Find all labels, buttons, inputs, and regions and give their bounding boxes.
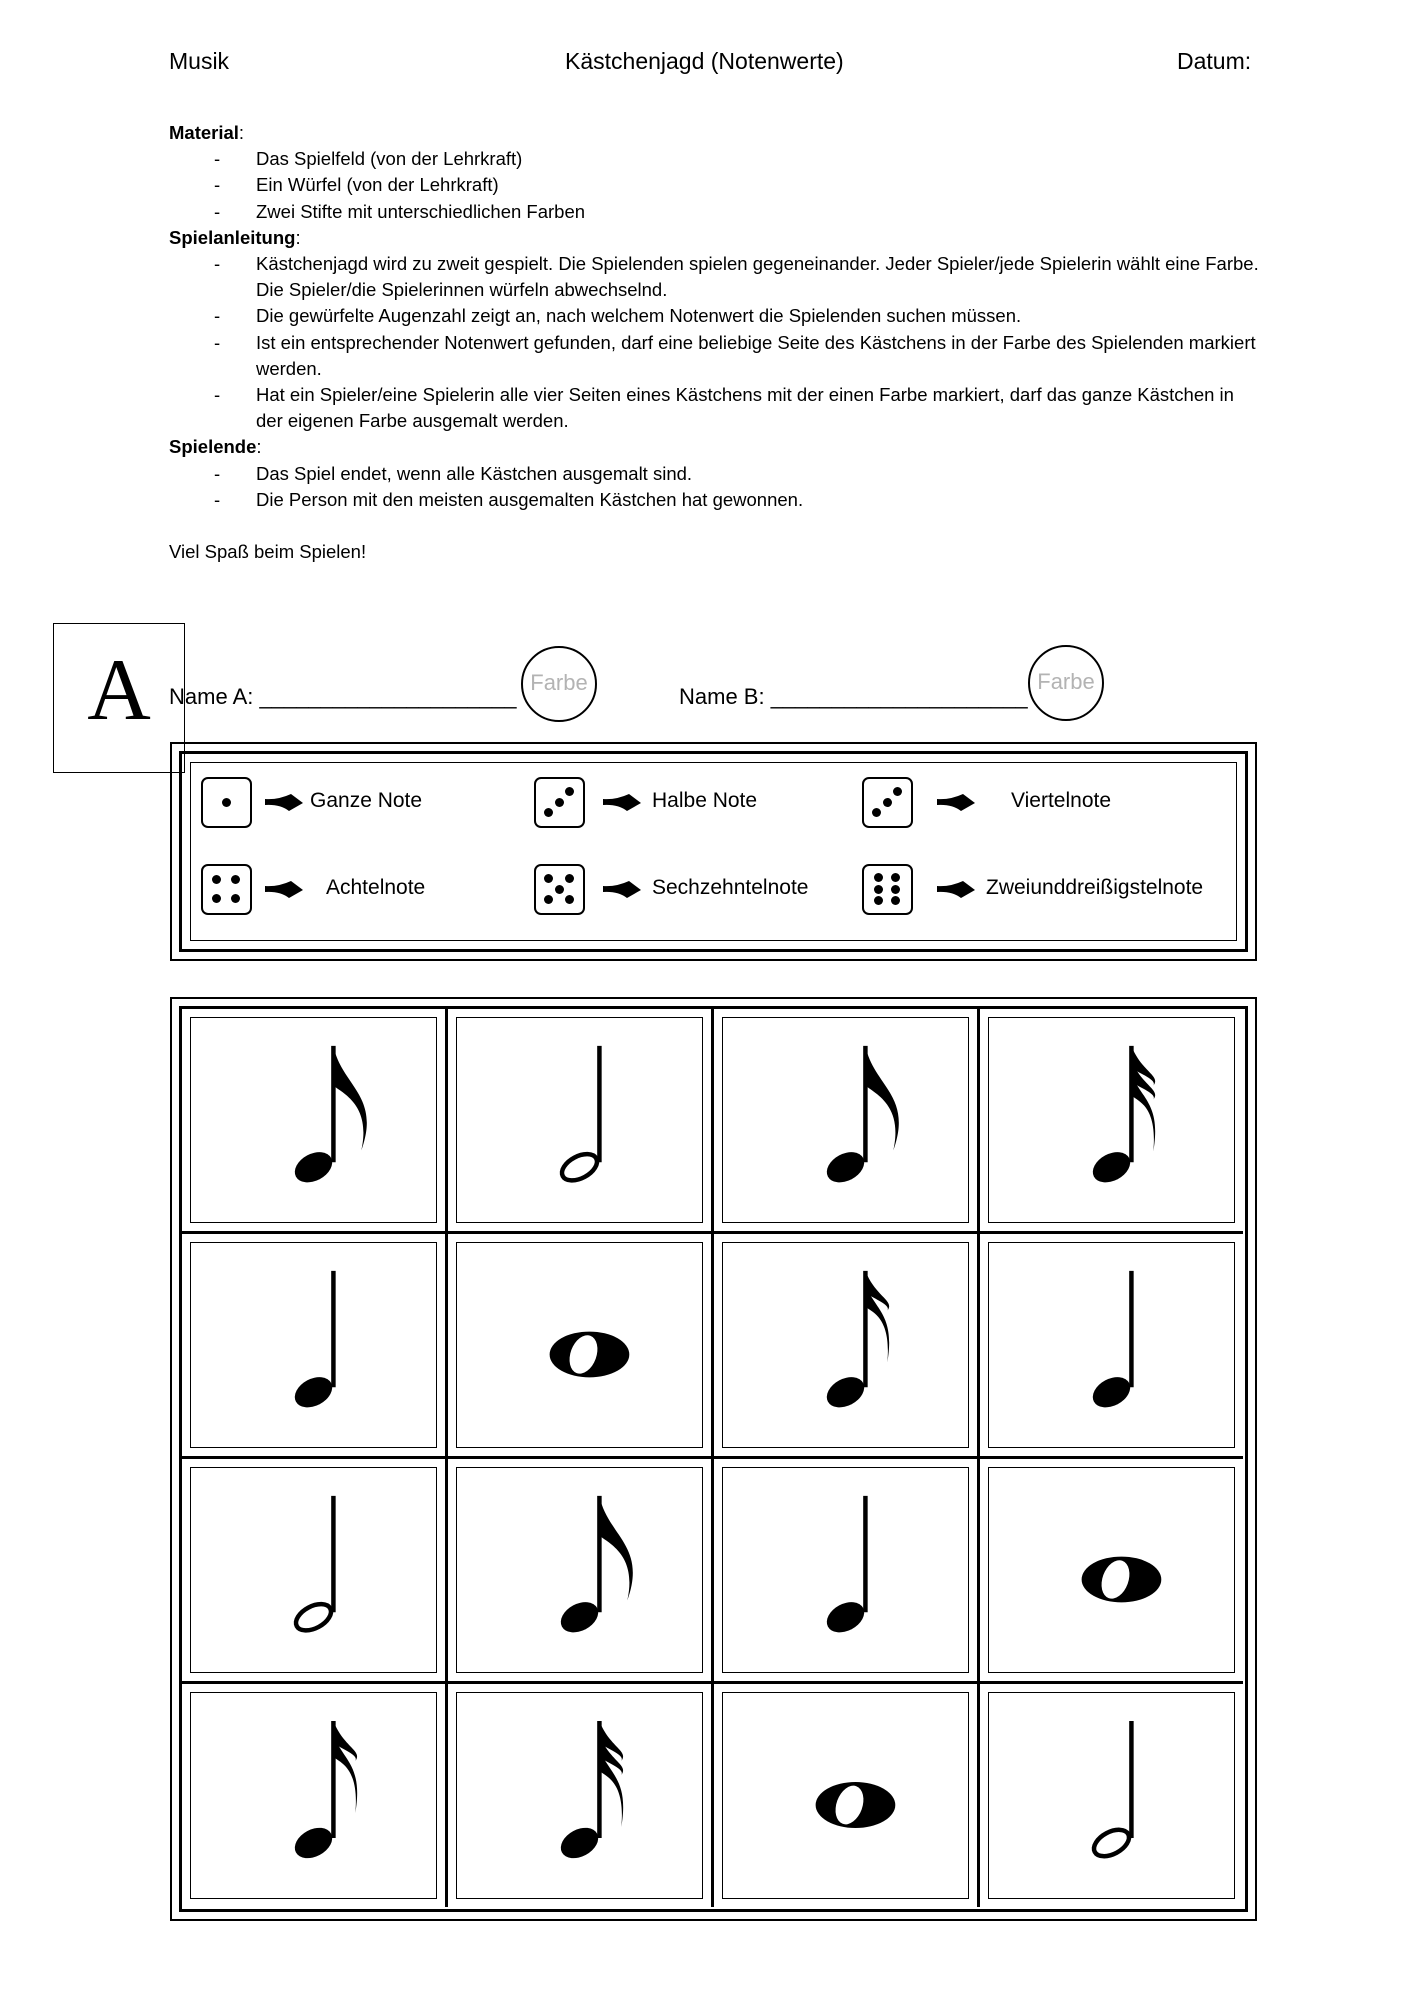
board-cell[interactable] [182,1234,448,1459]
quarter-note-icon [723,1468,968,1672]
die-face-3-icon [862,777,913,828]
dice-legend [170,742,1257,961]
board-cell[interactable] [980,1684,1243,1907]
board-cell[interactable] [714,1234,980,1459]
board-cell-frame [988,1242,1235,1448]
subject-label: Musik [169,48,230,74]
board-cell[interactable] [714,1009,980,1234]
half-note-icon [989,1693,1234,1898]
material-section: Material: - Das Spielfeld (von der Lehrkraft) - Ein Würfel (von der Lehrkraft) - Zwei Stifte mit unterschiedlichen Farben [169,120,1259,225]
whole-note-icon [457,1243,702,1447]
sheet-letter: A [87,642,151,739]
board-cell[interactable] [182,1684,448,1907]
board-cell-frame [456,1242,703,1448]
list-item: - Hat ein Spieler/eine Spielerin alle vier Seiten eines Kästchens mit der einen Farbe markiert, darf das ganze Kästchen in der eigenen Farbe ausgemalt werden. [214,384,1234,432]
end-section: Spielende: - Das Spiel endet, wenn alle Kästchen ausgemalt sind. - Die Person mit den meisten ausgemalten Kästchen hat gewonnen. [169,434,1259,513]
list-item: - Ein Würfel (von der Lehrkraft) [214,174,499,196]
name-a-field[interactable]: Name A: _____________________ [169,684,517,709]
name-b-field[interactable]: Name B: _____________________ [679,684,1028,709]
board-cell-frame [722,1242,969,1448]
list-item: - Das Spielfeld (von der Lehrkraft) [214,148,523,170]
arrow-right-icon [602,791,642,813]
sixteenth-note-icon [723,1243,968,1447]
material-heading: Material [169,122,239,143]
end-heading: Spielende [169,436,257,458]
quarter-note-icon [989,1243,1234,1447]
eighth-note-icon [723,1018,968,1222]
board-cell-frame [190,1017,437,1223]
die-face-4-icon [201,864,252,915]
list-item: - Ist ein entsprechender Notenwert gefunden, darf eine beliebige Seite des Kästchens in der Farbe des Spielenden markiert werden. [214,331,1256,379]
board-cell-frame [190,1467,437,1673]
arrow-right-icon [264,878,304,900]
thirtysecond-note-icon [457,1693,702,1898]
list-item: - Das Spiel endet, wenn alle Kästchen ausgemalt sind. [214,462,693,484]
list-item: - Zwei Stifte mit unterschiedlichen Farben [214,200,586,222]
rules-section: Spielanleitung: - Kästchenjagd wird zu zweit gespielt. Die Spielenden spielen gegeneinander. Jeder Spieler/jede Spielerin wählt eine Farbe. Die Spieler/die Spielerinnen würfeln abwechselnd. - Die gewürfelte Augenzahl zeigt an, nach welchem Notenwert die Spielenden suchen müssen. - Ist ein entsprechender Notenwert gefunden, darf eine beliebige Seite des Kästchens in der Farbe des Spielenden markiert werden. - Hat ein Spieler/eine Spielerin alle vier Seiten eines Kästchens mit der einen Farbe markiert, darf das ganze Kästchen in der eigenen Farbe ausgemalt werden. [169,225,1259,435]
list-item: - Die Person mit den meisten ausgemalten Kästchen hat gewonnen. [214,488,804,510]
arrow-right-icon [936,878,976,900]
legend-label: Zweiunddreißigstelnote [986,876,1204,899]
board-cell[interactable] [448,1009,714,1234]
half-note-icon [457,1018,702,1222]
board-cell[interactable] [448,1684,714,1907]
worksheet-title: Kästchenjagd (Notenwerte) [565,48,844,74]
sheet-letter-box [53,623,185,773]
board-cell-frame [190,1242,437,1448]
board-cell[interactable] [448,1234,714,1459]
die-face-6-icon [862,864,913,915]
board-cell-frame [456,1467,703,1673]
board-cell-frame [456,1692,703,1899]
board-cell-frame [722,1467,969,1673]
board-cell[interactable] [182,1009,448,1234]
die-face-5-icon [534,864,585,915]
board-cell-frame [988,1467,1235,1673]
board-cell[interactable] [448,1459,714,1684]
thirtysecond-note-icon [989,1018,1234,1222]
board-cell-frame [722,1692,969,1899]
rules-heading: Spielanleitung [169,226,296,248]
board-cell-frame [988,1692,1235,1899]
list-item: - Kästchenjagd wird zu zweit gespielt. Die Spielenden spielen gegeneinander. Jeder Spieler/jede Spielerin wählt eine Farbe. Die Spieler/die Spielerinnen würfeln abwechselnd. [214,253,1259,301]
whole-note-icon [723,1693,968,1898]
legend-label: Viertelnote [1011,789,1112,812]
die-face-3-icon [534,777,585,828]
arrow-right-icon [936,791,976,813]
board-cell[interactable] [182,1459,448,1684]
legend-label: Ganze Note [310,789,423,812]
board-cell[interactable] [714,1459,980,1684]
board-cell-frame [456,1017,703,1223]
eighth-note-icon [457,1468,702,1672]
die-face-1-icon [201,777,252,828]
board-cell[interactable] [980,1234,1243,1459]
board-cell[interactable] [714,1684,980,1907]
legend-label: Achtelnote [326,876,426,899]
legend-label: Sechzehntelnote [652,876,809,899]
legend-label: Halbe Note [652,789,758,812]
game-board [170,997,1257,1921]
sixteenth-note-icon [191,1693,436,1898]
half-note-icon [191,1468,436,1672]
list-item: - Die gewürfelte Augenzahl zeigt an, nach welchem Notenwert die Spielenden suchen müssen. [214,305,1022,327]
board-cell[interactable] [980,1459,1243,1684]
color-circle-a[interactable]: Farbe [521,646,597,722]
whole-note-icon [989,1468,1234,1672]
date-label: Datum: [1177,48,1252,74]
color-circle-b[interactable]: Farbe [1028,645,1104,721]
board-cell-frame [190,1692,437,1899]
board-cell-frame [722,1017,969,1223]
board-cell[interactable] [980,1009,1243,1234]
arrow-right-icon [264,791,304,813]
arrow-right-icon [602,878,642,900]
board-cell-frame [988,1017,1235,1223]
eighth-note-icon [191,1018,436,1222]
closing-text: Viel Spaß beim Spielen! [169,541,367,563]
quarter-note-icon [191,1243,436,1447]
instructions [169,120,1259,565]
